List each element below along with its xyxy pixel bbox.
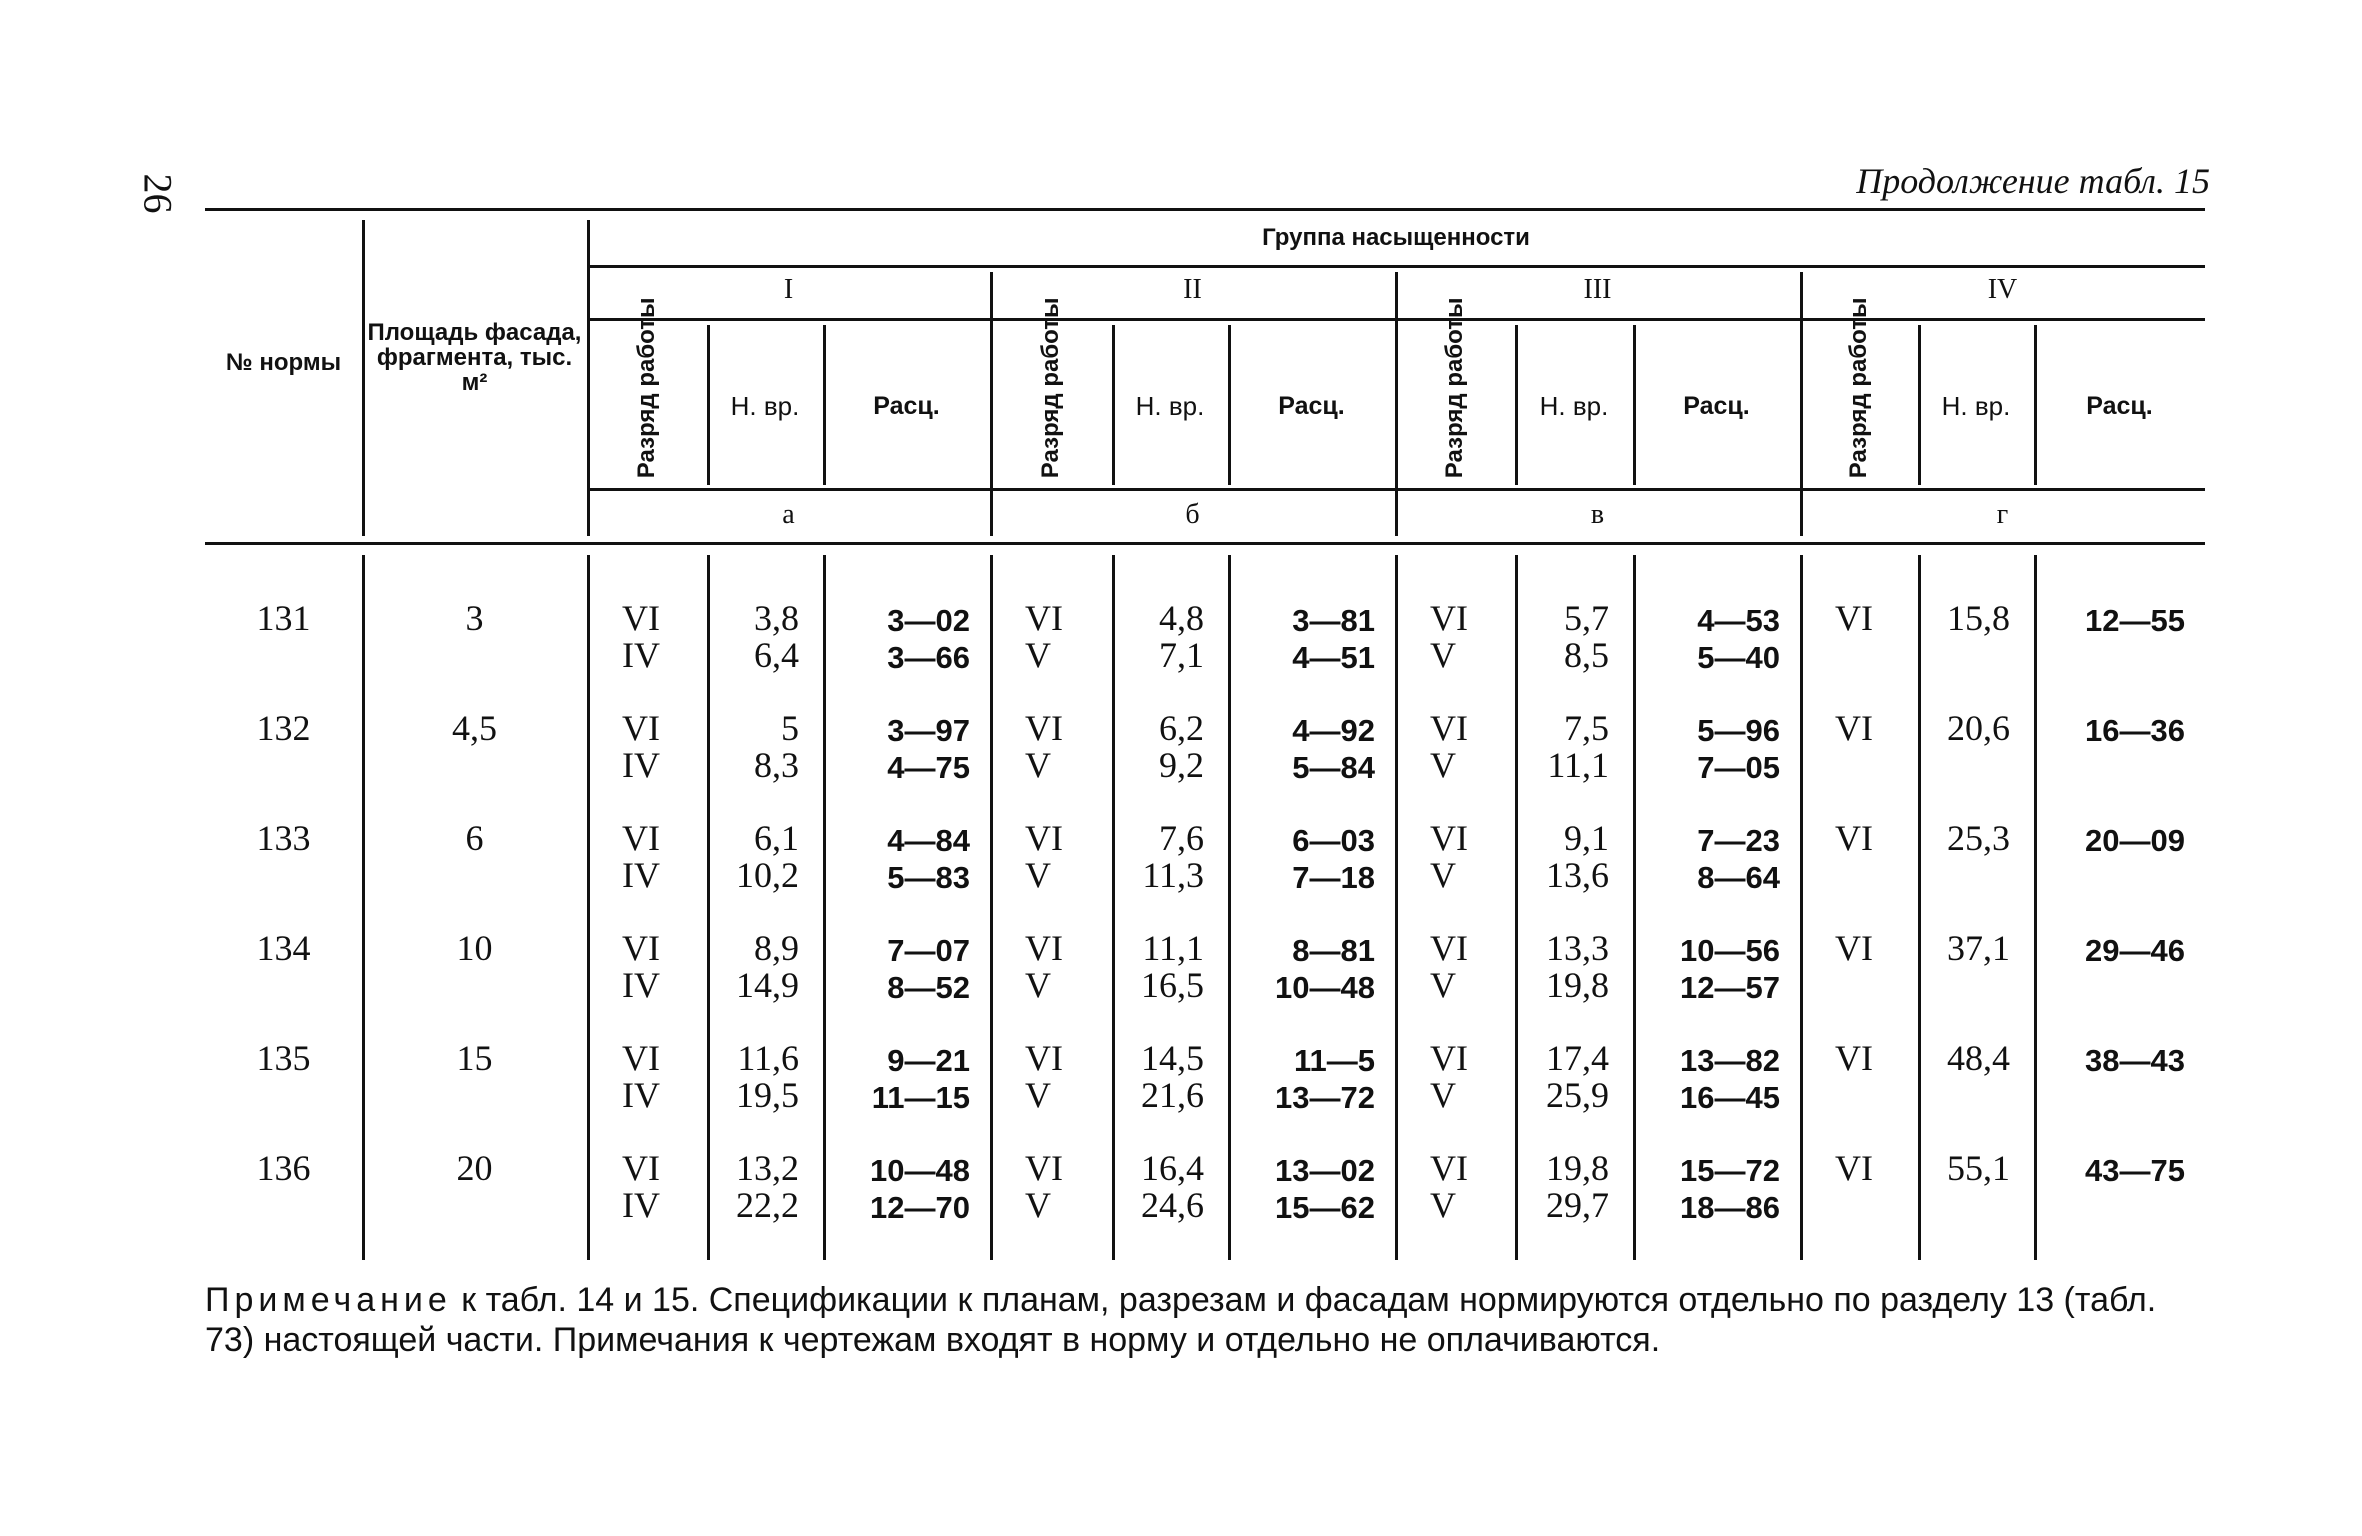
header-rank-2: Разряд работы [1036,297,1064,479]
rate-value: 4—92 [1292,713,1375,748]
header-rank-4: Разряд работы [1844,297,1872,479]
rate-value: 15—62 [1275,1190,1375,1225]
header-letter-2: б [1185,499,1200,530]
rate-value: 13—72 [1275,1080,1375,1115]
time-value: 17,4 [1546,1038,1609,1078]
rank-value: VI [622,928,660,968]
rate-value: 12—55 [2085,603,2185,638]
time-value: 19,5 [736,1075,799,1115]
time-value: 13,6 [1546,855,1609,895]
rank-value: V [1025,855,1051,895]
header-group-4: IV [1987,274,2018,305]
rank-value: VI [1835,928,1873,968]
vline-body-4 [990,555,993,1260]
header-group: Группа насыщенности [1262,224,1530,251]
footnote-label: Примечание [205,1281,452,1319]
time-value: 14,9 [736,965,799,1005]
rate-value: 3—66 [887,640,970,675]
rate-value: 16—36 [2085,713,2185,748]
rate-value: 3—97 [887,713,970,748]
rate-value: 3—02 [887,603,970,638]
rank-value: VI [622,818,660,858]
time-value: 9,1 [1564,818,1609,858]
rank-value: VI [1025,708,1063,748]
row-area: 6 [465,818,484,858]
rank-value: VI [1835,598,1873,638]
row-area: 3 [465,598,484,638]
header-rate-1: Расц. [873,392,940,420]
rate-value: 12—57 [1680,970,1780,1005]
rank-value: VI [1025,928,1063,968]
rate-value: 5—96 [1697,713,1780,748]
rank-value: VI [1430,708,1468,748]
table-continuation-title: Продолжение табл. 15 [1856,161,2210,201]
rate-value: 29—46 [2085,933,2185,968]
row-norm: 133 [256,818,311,858]
vline-area [587,220,590,536]
time-value: 16,4 [1141,1148,1204,1188]
rate-value: 20—09 [2085,823,2185,858]
rank-value: VI [1430,1038,1468,1078]
rate-value: 5—40 [1697,640,1780,675]
time-value: 25,9 [1546,1075,1609,1115]
header-norm: № нормы [225,349,342,376]
rank-value: V [1430,965,1456,1005]
rank-value: VI [1430,1148,1468,1188]
time-value: 19,8 [1546,965,1609,1005]
vline-group-1 [1395,272,1398,536]
rate-value: 11—5 [1293,1043,1375,1078]
rank-value: V [1025,1185,1051,1225]
rank-value: VI [622,598,660,638]
rate-value: 18—86 [1680,1190,1780,1225]
rank-value: V [1430,1185,1456,1225]
rank-value: IV [622,855,660,895]
rank-value: VI [1835,708,1873,748]
rate-value: 6—03 [1292,823,1375,858]
row-norm: 132 [256,708,311,748]
rank-value: IV [622,1075,660,1115]
time-value: 7,6 [1159,818,1204,858]
rank-value: IV [622,965,660,1005]
rate-value: 13—02 [1275,1153,1375,1188]
rate-value: 13—82 [1680,1043,1780,1078]
header-time-4: Н. вр. [1941,391,2011,421]
time-value: 10,2 [736,855,799,895]
rank-value: V [1025,635,1051,675]
rank-value: V [1430,635,1456,675]
time-value: 13,3 [1546,928,1609,968]
rank-value: V [1430,855,1456,895]
time-value: 15,8 [1947,598,2010,638]
time-value: 11,1 [1142,928,1204,968]
rank-value: VI [1025,598,1063,638]
time-value: 9,2 [1159,745,1204,785]
time-value: 14,5 [1141,1038,1204,1078]
footnote [205,1280,2205,1360]
header-rate-2: Расц. [1278,392,1345,420]
header-group-3: III [1583,274,1612,305]
time-value: 25,3 [1947,818,2010,858]
rank-value: VI [1430,928,1468,968]
rate-value: 16—45 [1680,1080,1780,1115]
rate-value: 9—21 [887,1043,970,1078]
rate-value: 15—72 [1680,1153,1780,1188]
rate-value: 38—43 [2085,1043,2185,1078]
rank-value: IV [622,635,660,675]
rate-value: 4—53 [1697,603,1780,638]
time-value: 37,1 [1947,928,2010,968]
rank-value: IV [622,745,660,785]
time-value: 16,5 [1141,965,1204,1005]
page-number: 26 [135,173,181,214]
rank-value: VI [1025,1038,1063,1078]
header-area: Площадь фасада, фрагмента, тыс. м² [367,319,582,397]
header-rank-1: Разряд работы [632,297,660,479]
time-value: 6,2 [1159,708,1204,748]
rate-value: 12—70 [870,1190,970,1225]
time-value: 5 [781,708,799,748]
rank-value: VI [1430,818,1468,858]
rank-value: VI [1835,1148,1873,1188]
rank-value: VI [622,1038,660,1078]
rate-value: 4—75 [887,750,970,785]
time-value: 3,8 [754,598,799,638]
rate-value: 5—84 [1292,750,1375,785]
time-value: 5,7 [1564,598,1609,638]
header-group-2: II [1183,274,1202,305]
time-value: 6,4 [754,635,799,675]
time-value: 8,5 [1564,635,1609,675]
rank-value: V [1025,1075,1051,1115]
time-value: 7,5 [1564,708,1609,748]
time-value: 8,3 [754,745,799,785]
header-letter-1: а [782,499,795,530]
time-value: 55,1 [1947,1148,2010,1188]
vline-body-7 [1395,555,1398,1260]
header-letter-4: г [1996,499,2009,530]
rank-value: V [1430,1075,1456,1115]
rank-value: IV [622,1185,660,1225]
header-time-1: Н. вр. [730,391,800,421]
rate-value: 8—52 [887,970,970,1005]
row-norm: 136 [256,1148,311,1188]
time-value: 24,6 [1141,1185,1204,1225]
row-area: 10 [456,928,493,968]
rate-value: 8—81 [1292,933,1375,968]
rate-value: 3—81 [1292,603,1375,638]
header-rate-3: Расц. [1683,392,1750,420]
row-norm: 131 [256,598,311,638]
rate-value: 10—56 [1680,933,1780,968]
time-value: 8,9 [754,928,799,968]
header-letter-3: в [1590,499,1605,530]
rank-value: VI [1835,1038,1873,1078]
rank-value: V [1025,745,1051,785]
vline-body-1 [587,555,590,1260]
rank-value: VI [1025,818,1063,858]
rate-value: 10—48 [870,1153,970,1188]
rate-value: 10—48 [1275,970,1375,1005]
rate-value: 11—15 [871,1080,970,1115]
row-area: 20 [456,1148,493,1188]
header-time-2: Н. вр. [1135,391,1205,421]
time-value: 6,1 [754,818,799,858]
time-value: 7,1 [1159,635,1204,675]
footnote-text: к табл. 14 и 15. Спецификации к планам, разрезам и фасадам нормируются отдельно по разделу 13 (табл. 73) настоящей части. Примечания к чертежам входят в норму и отдельно не оплачиваются. [205,1281,2157,1359]
row-area: 15 [456,1038,493,1078]
rank-value: VI [622,1148,660,1188]
rate-value: 7—05 [1697,750,1780,785]
time-value: 13,2 [736,1148,799,1188]
header-bottom-rule [205,542,2205,545]
time-value: 22,2 [736,1185,799,1225]
header-rate-4: Расц. [2086,392,2153,420]
time-value: 11,3 [1142,855,1204,895]
row-norm: 134 [256,928,311,968]
rank-value: VI [1430,598,1468,638]
rate-value: 43—75 [2085,1153,2185,1188]
time-value: 48,4 [1947,1038,2010,1078]
rate-value: 5—83 [887,860,970,895]
row-norm: 135 [256,1038,311,1078]
group-rule [587,265,2205,268]
rate-value: 8—64 [1697,860,1780,895]
rank-value: VI [622,708,660,748]
rate-value: 4—51 [1292,640,1375,675]
time-value: 4,8 [1159,598,1204,638]
time-value: 21,6 [1141,1075,1204,1115]
vline-group-2 [1800,272,1803,536]
header-group-1: I [783,274,794,305]
time-value: 19,8 [1546,1148,1609,1188]
time-value: 29,7 [1546,1185,1609,1225]
rank-value: V [1025,965,1051,1005]
rate-value: 4—84 [887,823,970,858]
rank-value: VI [1025,1148,1063,1188]
rank-value: VI [1835,818,1873,858]
time-value: 11,6 [737,1038,799,1078]
header-time-3: Н. вр. [1539,391,1609,421]
vline-group-0 [990,272,993,536]
rate-value: 7—07 [887,933,970,968]
header-rank-3: Разряд работы [1440,297,1468,479]
time-value: 11,1 [1547,745,1609,785]
row-area: 4,5 [452,708,497,748]
rank-value: V [1430,745,1456,785]
top-rule [205,208,2205,211]
time-value: 20,6 [1947,708,2010,748]
vline-body-10 [1800,555,1803,1260]
rate-value: 7—18 [1292,860,1375,895]
rate-value: 7—23 [1697,823,1780,858]
